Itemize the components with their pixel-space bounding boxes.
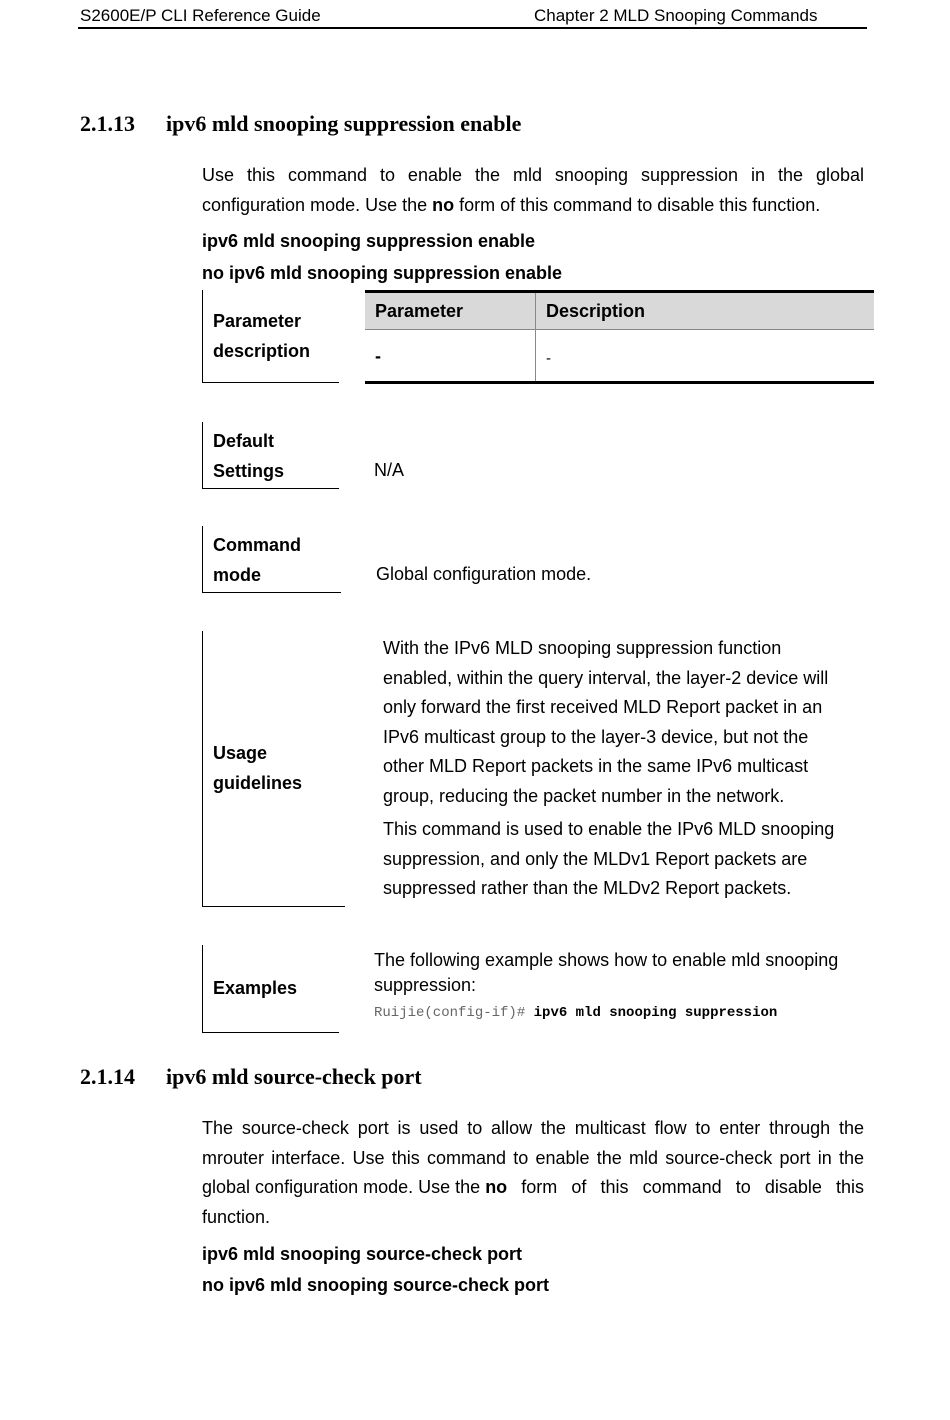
section-title: ipv6 mld snooping suppression enable: [166, 111, 522, 136]
usage-paragraph-2: This command is used to enable the IPv6 MLD snooping suppression, and only the MLDv1 Report packets are suppressed rather than the MLDv2 Report packets.: [383, 819, 835, 898]
syntax-enable-2: ipv6 mld snooping source-check port: [202, 1244, 523, 1264]
example-code: [374, 1005, 777, 1021]
default-value: N/A: [374, 460, 405, 480]
examples-text: The following example shows how to enable mld snooping suppression:: [374, 950, 839, 995]
section-heading-2: [80, 1064, 422, 1090]
table-header-parameter: Parameter: [375, 301, 464, 321]
no-keyword-2: no: [485, 1177, 508, 1197]
param-label-line1: Parameter: [213, 311, 302, 331]
examples-label: Examples: [213, 978, 298, 998]
section-intro: Use this command to enable the mld snooping suppression in the global configuration mode. Use the no form of this command to disable this function.: [202, 165, 864, 215]
param-label-box: [202, 290, 339, 383]
table-cell-description: -: [546, 350, 551, 367]
parameter-table: [365, 290, 874, 384]
section-number-2: 2.1.14: [80, 1064, 135, 1089]
example-prompt: Ruijie(config-if)#: [374, 1005, 526, 1021]
examples-label-box: [202, 945, 339, 1033]
default-label-box: [202, 422, 339, 489]
section-heading: [80, 111, 521, 137]
usage-label-line2: guidelines: [213, 773, 303, 793]
header-doc-title: S2600E/P CLI Reference Guide: [80, 6, 321, 25]
section-title-2: ipv6 mld source-check port: [166, 1064, 422, 1089]
example-command: ipv6 mld snooping suppression: [533, 1005, 778, 1021]
syntax-enable: ipv6 mld snooping suppression enable: [202, 231, 536, 251]
table-header-description: Description: [546, 301, 646, 321]
mode-label-box: [202, 526, 341, 593]
default-label-line2: Settings: [213, 461, 285, 481]
syntax-disable: no ipv6 mld snooping suppression enable: [202, 263, 563, 283]
default-label-line1: Default: [213, 431, 275, 451]
header-divider: [78, 27, 867, 29]
mode-label-line2: mode: [213, 565, 262, 585]
mode-value: Global configuration mode.: [376, 564, 592, 584]
no-keyword: no: [432, 194, 455, 215]
section-number: 2.1.13: [80, 111, 135, 136]
usage-label-line1: Usage: [213, 743, 268, 763]
mode-label-line1: Command: [213, 535, 302, 555]
header-chapter-title: Chapter 2 MLD Snooping Commands: [534, 6, 818, 25]
table-cell-parameter: -: [375, 346, 381, 366]
section-intro-2: The source-check port is used to allow the multicast flow to enter through the mrouter interface. Use this command to enable the mld source-check port in the global configuration mode. Use the no form of this command to disable this function.: [202, 1118, 864, 1227]
usage-label-box: [202, 631, 345, 907]
param-label-line2: description: [213, 341, 311, 361]
syntax-disable-2: no ipv6 mld snooping source-check port: [202, 1275, 550, 1295]
usage-paragraph-1: With the IPv6 MLD snooping suppression function enabled, within the query interval, the layer-2 device will only forward the first received MLD Report packet in an IPv6 multicast group to the layer-3 device, but not the other MLD Report packets in the same IPv6 multicast group, reducing the packet number in the network.: [383, 638, 829, 806]
